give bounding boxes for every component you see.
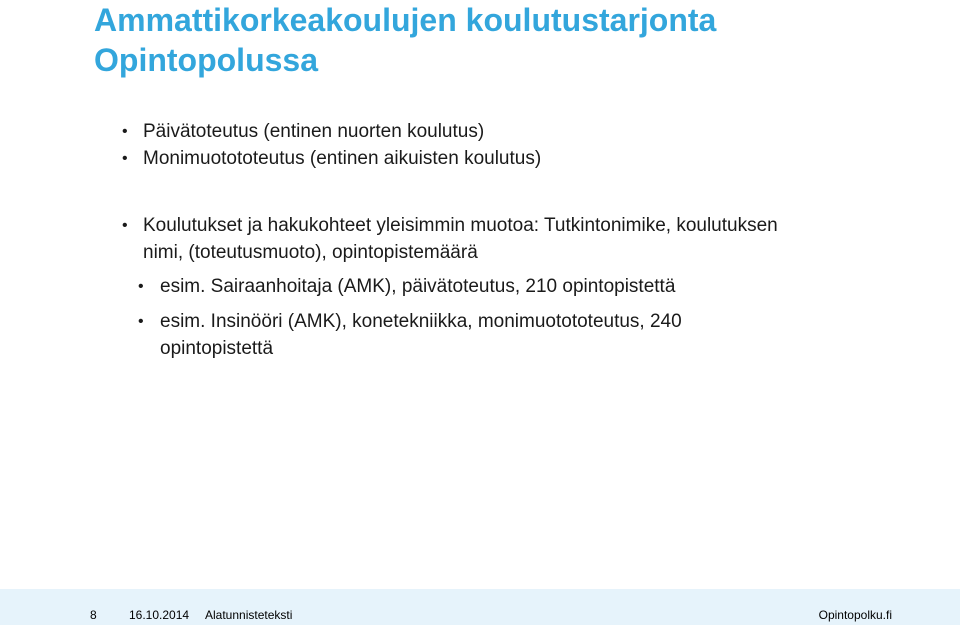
sub-bullet-list [138,273,798,362]
bullet-item [122,118,822,145]
bullet-dot: • [122,217,128,234]
sub-bullet-dot: • [138,278,144,295]
footer-date: 16.10.2014 [129,608,190,622]
bullet-dot: • [122,123,128,140]
bullet-item [122,145,822,172]
slide-title-line-1: Ammattikorkeakoulujen koulutustarjonta [94,2,717,38]
slide-footer [0,589,960,625]
sub-bullet-dot: • [138,313,144,330]
slide-title [94,0,934,80]
sub-bullet-text: esim. Sairaanhoitaja (AMK), päivätoteutus, 210 opintopistettä [160,276,676,297]
bullet-text: Koulutukset ja hakukohteet yleisimmin muotoa: Tutkintonimike, koulutuksen nimi, (toteutusmuoto), opintopistemäärä [143,215,778,263]
footer-brand: Opintopolku.fi [818,608,892,622]
slide-title-line-2: Opintopolussa [94,42,318,78]
bullet-text: Päivätoteutus (entinen nuorten koulutus) [143,121,485,142]
page-number: 8 [90,608,97,622]
bullet-list [122,118,822,370]
bullet-dot: • [122,150,128,167]
bullet-item [122,212,822,362]
sub-bullet-item [138,273,798,300]
sub-bullet-text: esim. Insinööri (AMK), konetekniikka, monimuotototeutus, 240 opintopistettä [160,311,682,359]
sub-bullet-item [138,308,798,362]
footer-text: Alatunnisteteksti [205,608,293,622]
bullet-text: Monimuotototeutus (entinen aikuisten koulutus) [143,148,542,169]
